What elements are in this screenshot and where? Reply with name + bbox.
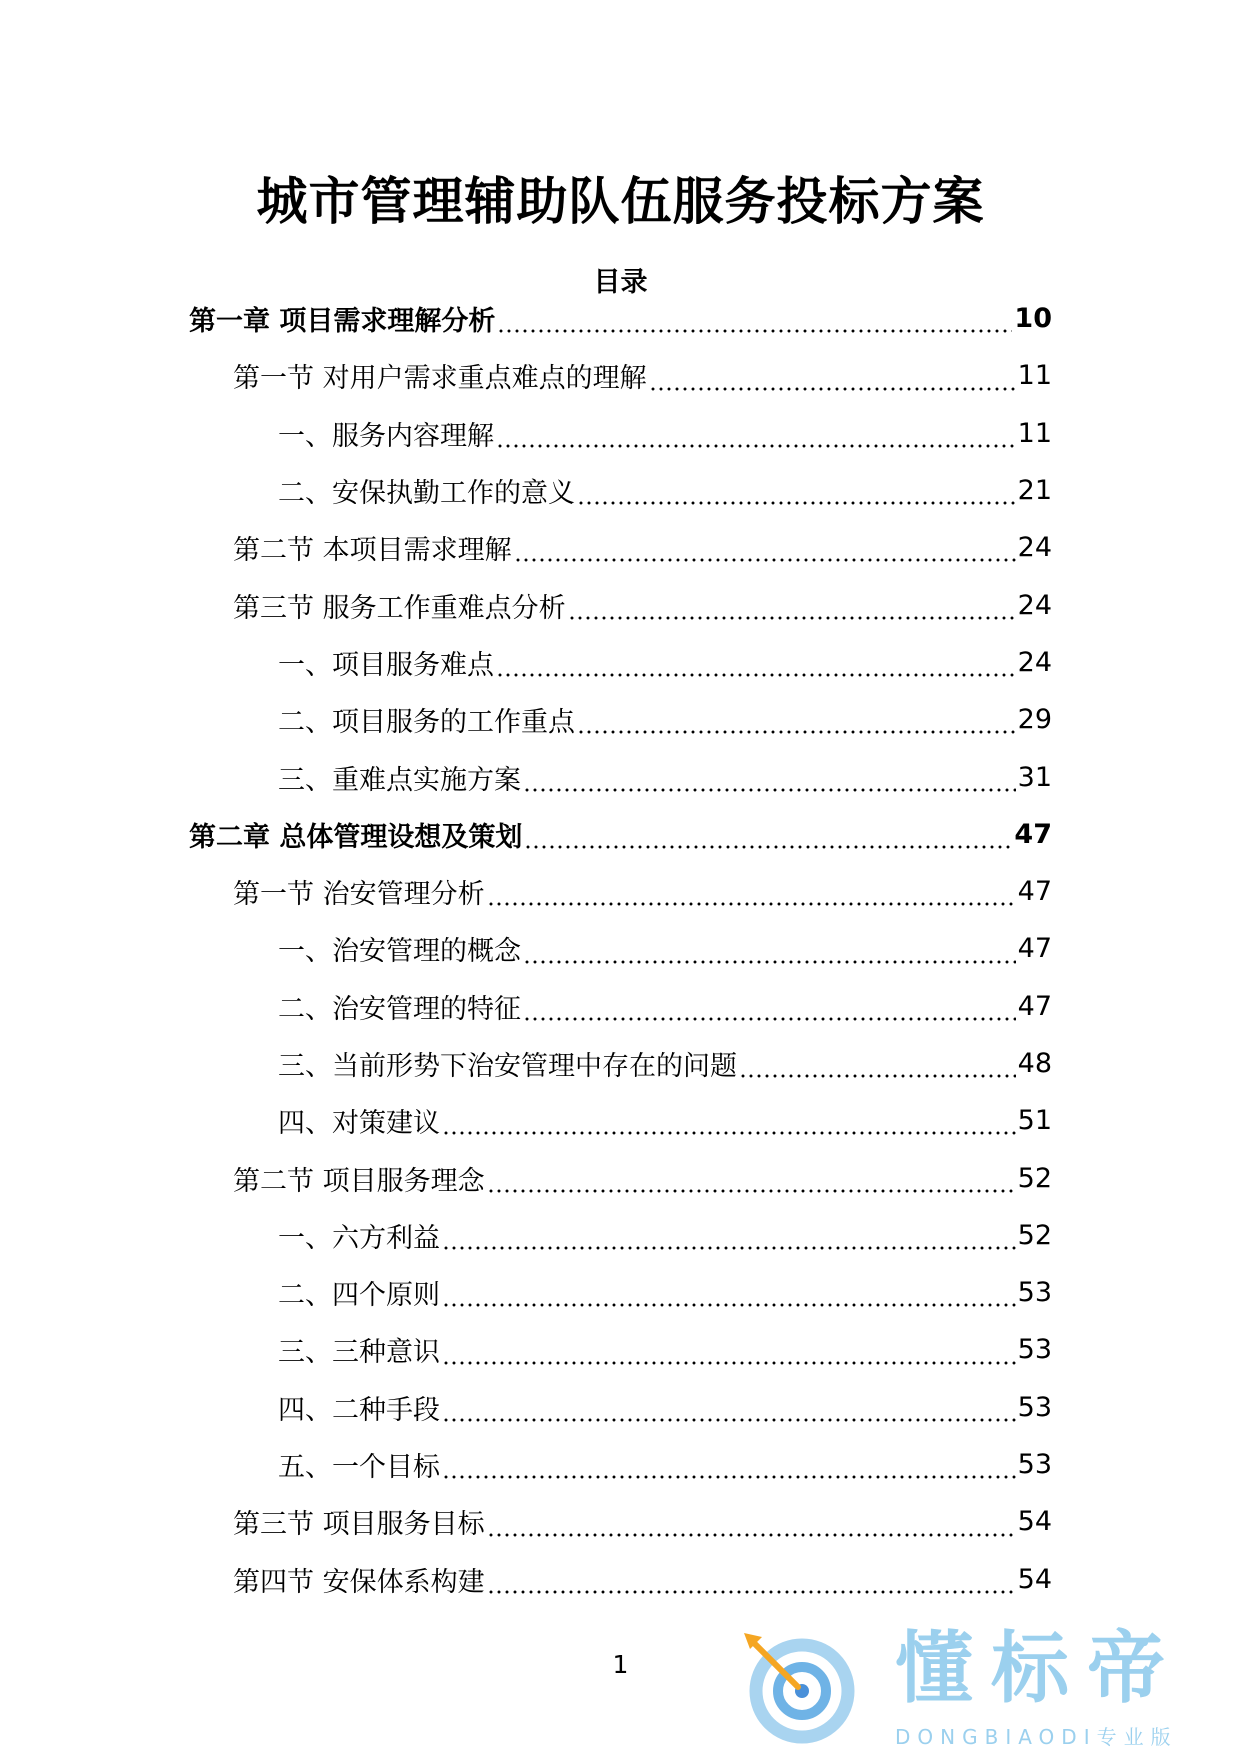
toc-entry[interactable] [0,405,1241,462]
toc-entry[interactable] [0,519,1241,576]
toc-entry-page: 47 [1017,933,1052,965]
toc-entry-page: 24 [1017,589,1052,621]
table-of-contents [0,290,1241,1608]
toc-entry[interactable] [0,1436,1241,1493]
toc-entry-page: 29 [1017,704,1052,736]
toc-entry-label: 三、三种意识 [278,1337,440,1369]
toc-entry-label: 二、项目服务的工作重点 [278,707,575,739]
toc-entry-label: 一、项目服务难点 [278,649,494,681]
toc-heading: 目录 [593,267,648,298]
page-number: 1 [612,1650,629,1679]
toc-entry-page: 47 [1014,818,1052,850]
toc-dot-leader [577,499,1016,507]
toc-entry[interactable] [0,347,1241,404]
watermark-brand-name: 懂标帝 [895,1624,1184,1714]
toc-entry[interactable] [0,290,1241,347]
toc-entry-page: 52 [1017,1162,1052,1194]
toc-dot-leader [523,1015,1016,1023]
toc-entry[interactable] [0,462,1241,519]
toc-dot-leader [523,786,1016,794]
toc-entry-page: 24 [1017,646,1052,678]
toc-entry-label: 第一节 治安管理分析 [233,879,485,911]
toc-entry-page: 52 [1017,1219,1052,1251]
toc-entry[interactable] [0,748,1241,805]
toc-entry-page: 53 [1017,1277,1052,1309]
toc-entry[interactable] [0,920,1241,977]
toc-entry-label: 一、治安管理的概念 [278,936,521,968]
toc-entry-page: 11 [1017,417,1052,449]
toc-entry-page: 11 [1017,360,1052,392]
toc-entry-page: 47 [1017,990,1052,1022]
toc-entry[interactable] [0,1092,1241,1149]
toc-entry[interactable] [0,1493,1241,1550]
toc-dot-leader [568,614,1016,622]
toc-dot-leader [442,1244,1016,1252]
toc-dot-leader [523,958,1016,966]
watermark-brand-subtitle: DONGBIAODI专业版 [895,1725,1178,1749]
toc-entry[interactable] [0,1035,1241,1092]
toc-entry[interactable] [0,1149,1241,1206]
toc-entry[interactable] [0,806,1241,863]
toc-entry-page: 51 [1017,1105,1052,1137]
toc-entry-label: 三、当前形势下治安管理中存在的问题 [278,1051,737,1082]
toc-entry[interactable] [0,863,1241,920]
toc-dot-leader [496,671,1016,679]
toc-dot-leader [487,900,1016,908]
toc-entry-page: 54 [1017,1506,1052,1538]
toc-dot-leader [442,1301,1016,1309]
toc-dot-leader [497,327,1012,335]
toc-entry-page: 53 [1017,1449,1052,1481]
toc-dot-leader [442,1359,1016,1367]
toc-entry-page: 24 [1017,532,1052,564]
toc-entry-label: 五、一个目标 [278,1452,440,1484]
toc-entry-page: 53 [1017,1391,1052,1423]
toc-dot-leader [442,1129,1016,1137]
target-arrow-logo-icon [740,1625,870,1754]
toc-dot-leader [487,1588,1016,1596]
document-title: 城市管理辅助队伍服务投标方案 [256,173,985,232]
toc-entry[interactable] [0,1379,1241,1436]
toc-entry-label: 三、重难点实施方案 [278,764,521,796]
toc-entry-page: 21 [1017,475,1052,507]
toc-entry-label: 第三节 服务工作重难点分析 [233,592,566,624]
toc-entry-label: 第二章 总体管理设想及策划 [189,821,523,853]
toc-dot-leader [442,1416,1016,1424]
toc-dot-leader [487,1187,1016,1195]
toc-entry[interactable] [0,691,1241,748]
toc-entry-label: 第一节 对用户需求重点难点的理解 [233,363,647,395]
toc-entry-label: 第四节 安保体系构建 [233,1566,485,1598]
toc-dot-leader [649,385,1016,393]
toc-entry-page: 53 [1017,1334,1052,1366]
toc-dot-leader [524,843,1012,851]
toc-entry-page: 31 [1017,761,1052,793]
toc-dot-leader [514,556,1016,564]
toc-entry-label: 第三节 项目服务目标 [233,1509,485,1541]
toc-entry-page: 47 [1017,876,1052,908]
toc-entry-label: 第二节 本项目需求理解 [233,535,512,567]
toc-entry-label: 第一章 项目需求理解分析 [189,306,496,338]
toc-entry-label: 四、二种手段 [278,1394,440,1426]
toc-entry-label: 一、六方利益 [278,1222,440,1254]
toc-entry-label: 二、安保执勤工作的意义 [278,478,575,510]
toc-entry[interactable] [0,1264,1241,1321]
toc-entry-label: 一、服务内容理解 [278,420,494,452]
toc-entry-label: 第二节 项目服务理念 [233,1165,485,1197]
toc-entry[interactable] [0,1207,1241,1264]
toc-entry-label: 四、对策建议 [278,1108,440,1140]
toc-entry[interactable] [0,1321,1241,1378]
toc-dot-leader [442,1473,1016,1481]
toc-entry-page: 10 [1014,303,1052,335]
toc-entry[interactable] [0,634,1241,691]
watermark [740,1625,1240,1754]
toc-entry[interactable] [0,576,1241,633]
toc-entry-label: 二、四个原则 [278,1280,440,1312]
toc-entry[interactable] [0,1551,1241,1608]
toc-entry[interactable] [0,978,1241,1035]
toc-dot-leader [496,442,1016,450]
toc-dot-leader [739,1072,1016,1080]
toc-entry-page: 54 [1017,1563,1052,1595]
toc-entry-page: 48 [1017,1048,1052,1079]
toc-entry-label: 二、治安管理的特征 [278,993,521,1025]
toc-dot-leader [487,1531,1016,1539]
toc-dot-leader [577,728,1016,736]
